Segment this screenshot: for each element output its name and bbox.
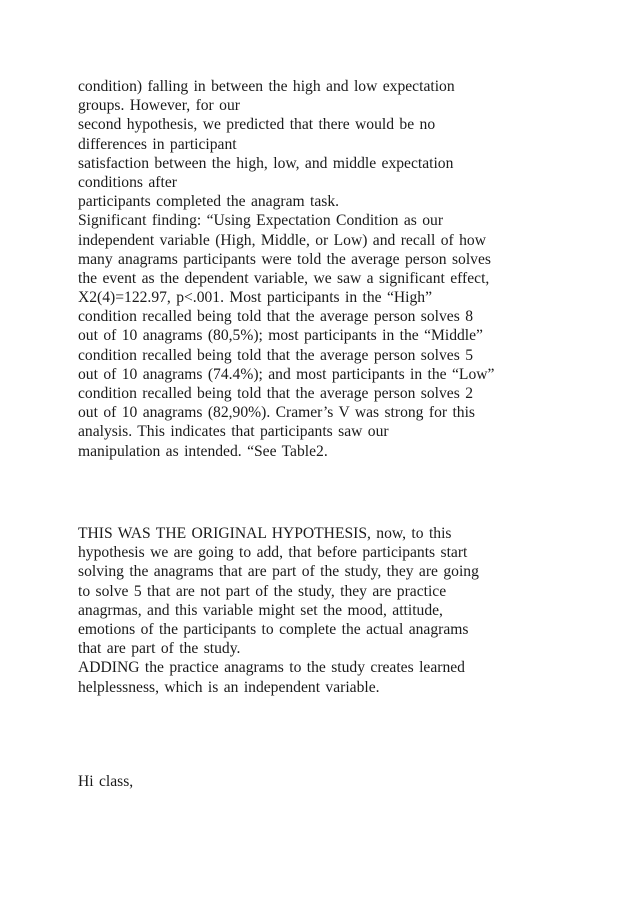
text-line: condition recalled being told that the average person solves 5 bbox=[78, 346, 473, 364]
text-line: out of 10 anagrams (74.4%); and most participants in the “Low” bbox=[78, 365, 495, 383]
text-line: to solve 5 that are not part of the study, they are practice bbox=[78, 582, 447, 600]
text-line: X2(4)=122.97, p<.001. Most participants in the “High” bbox=[78, 289, 433, 307]
text-line: many anagrams participants were told the average person solves bbox=[78, 250, 491, 268]
text-line: out of 10 anagrams (80,5%); most participants in the “Middle” bbox=[78, 327, 483, 345]
text-line: hypothesis we are going to add, that before participants start bbox=[78, 544, 468, 562]
text-line: Hi class, bbox=[78, 773, 134, 790]
text-line: out of 10 anagrams (82,90%). Cramer’s V was strong for this bbox=[78, 404, 475, 422]
text-line: that are part of the study. bbox=[78, 640, 241, 658]
text-line: condition recalled being told that the average person solves 8 bbox=[78, 308, 473, 326]
text-line: conditions after bbox=[78, 173, 177, 191]
paragraph-greeting bbox=[78, 772, 568, 791]
text-line: satisfaction between the high, low, and middle expectation bbox=[78, 154, 454, 172]
text-line: groups. However, for our bbox=[78, 97, 240, 115]
text-line: second hypothesis, we predicted that there would be no bbox=[78, 116, 436, 134]
text-line: helplessness, which is an independent variable. bbox=[78, 678, 380, 696]
text-line: independent variable (High, Middle, or Low) and recall of how bbox=[78, 231, 486, 249]
text-line: analysis. This indicates that participants saw our bbox=[78, 423, 389, 441]
text-line: condition recalled being told that the average person solves 2 bbox=[78, 385, 473, 402]
text-line: anagrmas, and this variable might set the mood, attitude, bbox=[78, 601, 443, 619]
text-line: Significant finding: “Using Expectation Condition as our bbox=[78, 212, 444, 230]
text-line: the event as the dependent variable, we saw a significant effect, bbox=[78, 269, 490, 287]
text-line: manipulation as intended. “See Table2. bbox=[78, 442, 328, 460]
text-line: condition) falling in between the high and low expectation bbox=[78, 78, 455, 95]
text-line: participants completed the anagram task. bbox=[78, 193, 340, 211]
text-line: THIS WAS THE ORIGINAL HYPOTHESIS, now, to this bbox=[78, 525, 452, 542]
paragraph-hypothesis bbox=[78, 524, 568, 697]
paragraph-results bbox=[78, 77, 568, 461]
text-line: solving the anagrams that are part of the study, they are going bbox=[78, 563, 479, 581]
text-line: ADDING the practice anagrams to the study creates learned bbox=[78, 659, 465, 677]
text-line: differences in participant bbox=[78, 135, 237, 153]
text-line: emotions of the participants to complete the actual anagrams bbox=[78, 620, 469, 638]
